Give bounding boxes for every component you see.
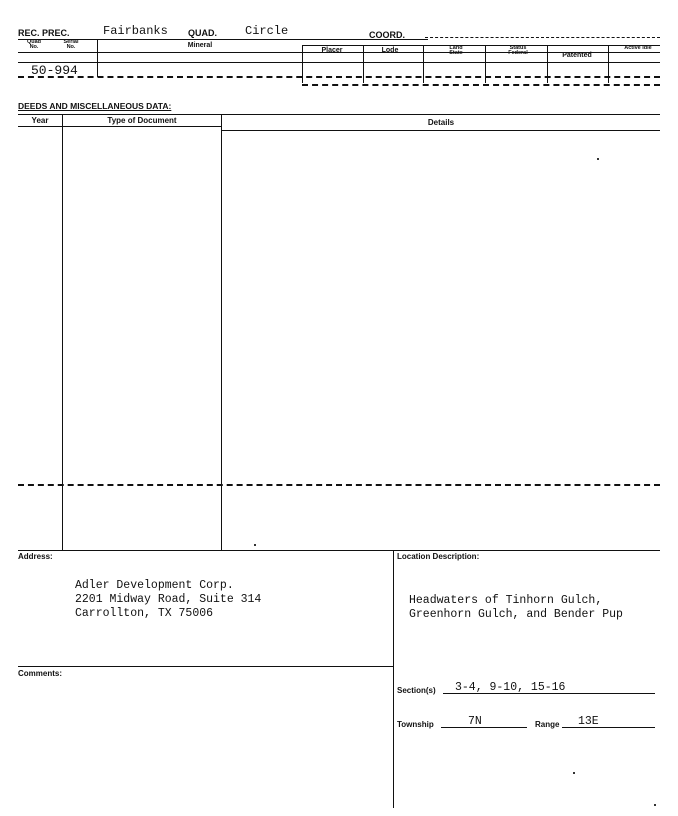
- deeds-title: DEEDS AND MISCELLANEOUS DATA:: [18, 101, 172, 111]
- location-label: Location Description:: [397, 552, 480, 561]
- lode-label: Lode: [381, 47, 399, 54]
- address-label: Address:: [18, 552, 53, 561]
- sections-value: 3-4, 9-10, 15-16: [455, 681, 566, 694]
- active-idle-label: Active Idle: [624, 45, 652, 51]
- coord-label: COORD.: [369, 30, 405, 40]
- status-federal-label: Status Federal: [508, 45, 528, 56]
- deeds-top-line: [18, 114, 660, 115]
- quad-serial-value: 50-994: [31, 63, 78, 78]
- address-line-3: Carrollton, TX 75006: [75, 607, 214, 620]
- serial-no-label: Serial No.: [63, 39, 79, 50]
- year-label: Year: [31, 116, 49, 125]
- placer-label: Placer: [321, 47, 343, 54]
- rec-prec-value: Fairbanks: [103, 24, 168, 38]
- comments-top-line: [18, 666, 394, 667]
- range-value: 13E: [578, 715, 599, 728]
- range-label: Range: [535, 720, 560, 729]
- address-line-2: 2201 Midway Road, Suite 314: [75, 593, 262, 606]
- township-label: Township: [397, 720, 434, 729]
- type-of-document-label: Type of Document: [107, 116, 177, 125]
- record-dash-line-2: [302, 84, 660, 86]
- quad-value: Circle: [245, 24, 289, 38]
- deeds-dash-line: [18, 484, 660, 486]
- details-label: Details: [427, 118, 455, 127]
- record-dash-line-1: [18, 76, 660, 78]
- land-state-label: Land State: [449, 45, 463, 56]
- header-right-top-line: [302, 45, 660, 46]
- comments-label: Comments:: [18, 669, 63, 678]
- sections-label: Section(s): [397, 686, 436, 695]
- location-line-2: Greenhorn Gulch, and Bender Pup: [409, 608, 623, 621]
- coord-dash-line: [425, 37, 660, 38]
- mineral-label: Mineral: [187, 42, 213, 49]
- location-line-1: Headwaters of Tinhorn Gulch,: [409, 594, 603, 607]
- lower-top-line: [18, 550, 660, 551]
- quad-label: QUAD.: [188, 28, 217, 38]
- rec-prec-label: REC. PREC.: [18, 28, 70, 38]
- lower-divider: [393, 550, 394, 808]
- header-col-line: [18, 62, 660, 63]
- address-line-1: Adler Development Corp.: [75, 579, 234, 592]
- township-value: 7N: [468, 715, 482, 728]
- patented-label: Patented: [562, 52, 592, 59]
- quad-no-label: Quad No.: [26, 39, 42, 50]
